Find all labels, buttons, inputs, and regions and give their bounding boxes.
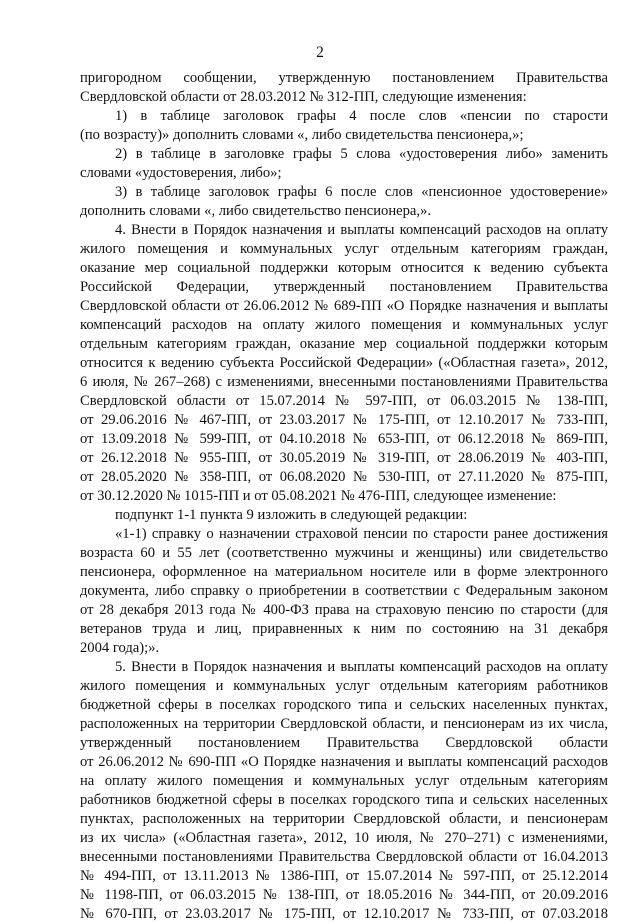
text-line: утвержденный постановлением Правительства Свердловской области [80,735,608,751]
text-line: 6 июля, № 267–268) с изменениями, внесенными постановлениями Правительства [80,374,608,390]
text-line: № 1198-ПП, от 06.03.2015 № 138-ПП, от 18.05.2016 № 344-ПП, от 20.09.2016 [80,887,608,903]
text-line: внесенными постановлениями Правительства Свердловской области от 16.04.2013 [80,849,608,865]
document-body [80,69,608,924]
text-line: пригородном сообщении, утвержденную постановлением Правительства [80,70,608,86]
text-line: дополнить словами «, либо свидетельство пенсионера,». [80,203,432,219]
text-line: Российской Федерации, утвержденный постановлением Правительства [80,279,608,295]
paragraph [80,107,608,145]
text-line: на оплату жилого помещения и коммунальных услуг отдельным категориям [80,773,608,789]
text-line: 2) в таблице в заголовке графы 5 слова «удостоверения либо» заменить [115,146,608,162]
text-line: работников бюджетной сферы в поселках городского типа и сельских населенных [80,792,608,808]
paragraph [80,69,608,107]
text-line: от 13.09.2018 № 599-ПП, от 04.10.2018 № 653-ПП, от 06.12.2018 № 869-ПП, [80,431,608,447]
text-line: возраста 60 и 55 лет (соответственно мужчины и женщины) или свидетельство [80,545,608,561]
text-line: пунктах, расположенных на территории Свердловской области, и пенсионерам [80,811,608,827]
text-line: № 494-ПП, от 13.11.2013 № 1386-ПП, от 15.07.2014 № 597-ПП, от 25.12.2014 [80,868,608,884]
text-line: от 28.05.2020 № 358-ПП, от 06.08.2020 № 530-ПП, от 27.11.2020 № 875-ПП, [80,469,608,485]
text-line: Свердловской области от 26.06.2012 № 689-ПП «О Порядке назначения и выплаты [80,298,608,314]
paragraph [80,221,608,506]
text-line: Свердловской области от 15.07.2014 № 597-ПП, от 06.03.2015 № 138-ПП, [80,393,608,409]
text-line: от 28 декабря 2013 года № 400-ФЗ права на страховую пенсию по старости (для [80,602,608,618]
text-line: от 30.12.2020 № 1015-ПП и от 05.08.2021 № 476-ПП, следующее изменение: [80,488,557,504]
text-line: 2004 года);». [80,640,160,656]
text-line: пенсионера, оформленное на материальном носителе или в форме электронного [80,564,608,580]
text-line: отдельным категориям граждан, оказание мер социальной поддержки которым [80,336,608,352]
text-line: от 26.12.2018 № 955-ПП, от 30.05.2019 № 319-ПП, от 28.06.2019 № 403-ПП, [80,450,608,466]
text-line: «1-1) справку о назначении страховой пенсии по старости ранее достижения [115,526,608,542]
text-line: № 670-ПП, от 23.03.2017 № 175-ПП, от 12.10.2017 № 733-ПП, от 07.03.2018 [80,906,608,922]
text-line: расположенных на территории Свердловской области, и пенсионерам из их числа, [80,716,608,732]
text-line: жилого помещения и коммунальных услуг отдельным категориям граждан, [80,241,608,257]
text-line: подпункт 1-1 пункта 9 изложить в следующей редакции: [115,507,468,523]
text-line: документа, либо справку о приобретении в соответствии с Федеральным законом [80,583,608,599]
page-number: 2 [316,44,324,61]
paragraph [80,145,608,183]
paragraph [80,658,608,924]
paragraph [80,506,608,525]
text-line: от 26.06.2012 № 690-ПП «О Порядке назначения и выплаты компенсаций расходов [80,754,608,770]
text-line: бюджетной сферы в поселках городского типа и сельских населенных пунктах, [80,697,608,713]
paragraph [80,183,608,221]
text-line: 1) в таблице заголовок графы 4 после слов «пенсии по старости [115,108,608,124]
text-line: от 29.06.2016 № 467-ПП, от 23.03.2017 № 175-ПП, от 12.10.2017 № 733-ПП, [80,412,608,428]
text-line: 5. Внести в Порядок назначения и выплаты компенсаций расходов на оплату [115,659,608,675]
text-line: компенсаций расходов на оплату жилого помещения и коммунальных услуг [80,317,608,333]
paragraph [80,525,608,658]
text-line: жилого помещения и коммунальных услуг отдельным категориям работников [80,678,608,694]
text-line: Свердловской области от 28.03.2012 № 312-ПП, следующие изменения: [80,89,527,105]
text-line: оказание мер социальной поддержки которым относится к ведению субъекта [80,260,608,276]
text-line: ветеранов труда и лиц, приравненных к ним по состоянию на 31 декабря [80,621,608,637]
text-line: 4. Внести в Порядок назначения и выплаты компенсаций расходов на оплату [115,222,608,238]
text-line: словами «удостоверения, либо»; [80,165,282,181]
text-line: 3) в таблице заголовок графы 6 после слов «пенсионное удостоверение» [115,184,608,200]
text-line: относится к ведению субъекта Российской Федерации» («Областная газета», 2012, [80,355,608,371]
text-line: из их числа» («Областная газета», 2012, 10 июля, № 270–271) с изменениями, [80,830,608,846]
text-line: (по возрасту)» дополнить словами «, либо свидетельства пенсионера,»; [80,127,524,143]
